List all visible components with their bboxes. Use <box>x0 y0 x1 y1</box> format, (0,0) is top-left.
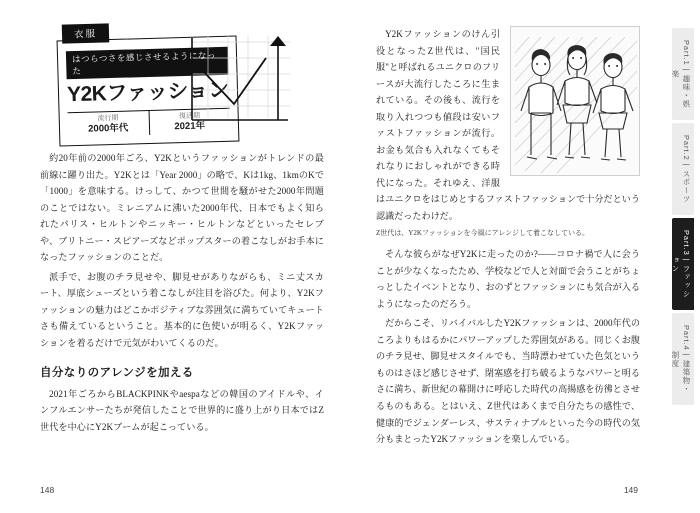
left-paragraph-3: 2021年ごろからBLACKPINKやaespaなどの韓国のアイドルや、インフルエンサーたちが発信したことで世界的に盛り上がり日本ではZ世代を中心にY2Kブームが起こっている。 <box>40 388 324 432</box>
illustration-z-generation <box>510 26 640 176</box>
meta-label-trend: 流行期 <box>97 114 119 123</box>
meta-label-revival: 復活期 <box>178 112 201 121</box>
side-tab-part1[interactable]: Part.1 | 趣味・娯楽 <box>672 28 694 120</box>
meta-value-revival: 2021年 <box>174 120 206 133</box>
side-tab-part4[interactable]: Part.4 | 建築物・制度 <box>672 313 694 405</box>
meta-cell-trend <box>68 111 149 138</box>
side-tab-part3[interactable]: Part.3 | ファッション <box>672 218 694 310</box>
side-tab-index <box>672 28 694 408</box>
left-paragraph-2: 派手で、お腹のチラ見せや、脚見せがありながらも、ミニ丈スカート、厚底シューズという着こなしが注目を浴びた。何より、Y2Kファッションの魅力はどこかポジティブな雰囲気に満ちていてキュートさも備えているということ。基本的に色使いが明るく、Y2Kファッションを着るだけで元気がわいてくるのだ。 <box>40 271 325 349</box>
page-number-right: 149 <box>623 485 638 495</box>
illustration-caption: Z世代は、Y2Kファッションを今風にアレンジして着こなしている。 <box>376 228 589 237</box>
article-kicker: はつらつさを感じさせるようになった <box>66 47 229 80</box>
illustration-svg <box>511 27 640 176</box>
side-tab-part2[interactable]: Part.2 | スポーツ <box>672 123 694 215</box>
right-paragraph-3: だからこそ、リバイバルしたY2Kファッションは、2000年代のころよりもはるかにパワーアップした雰囲気がある。同じくお腹のチラ見せ、脚見せスタイルでも、当時漂わせていた色気というものはさほど感じさせず、閉塞感を打ち破るようなパワーと明るさに満ち、新世紀の幕開けに呼応した時代の高揚感を彷彿とさせるものもある。とはいえ、Z世代はあくまで自分たちの感性で、健康的でジェンダーレス、サスティナブルといった今の時代の気分もまとったY2Kファッションを楽しんでいる。 <box>376 318 640 445</box>
right-paragraph-2: そんな彼らがなぜY2Kに走ったのか?——コロナ禍で人に会うことが少なくなったため、学校などで人と対面で会うことがちょっとしたイベントとなり、おのずとファッションにも気合が入るようになったのだろう。 <box>376 249 640 309</box>
trend-chart-svg <box>182 32 294 128</box>
right-page <box>350 0 700 513</box>
meta-value-trend: 2000年代 <box>88 122 129 135</box>
left-paragraph-1: 約20年前の2000年ごろ、Y2Kというファッションがトレンドの最前線に躍り出た。Y2Kとは「Year 2000」の略で、Kは1kg、1kmのKで「1000」を意味する。けっして、かつて世間を騒がせた2000年問題のことではない。ミレニアムに沸いた2000年代、日本でもよく知られたパリス・ヒルトンやニッキー・ヒルトンなどといったセレブや、ブリトニー・スピアーズなどポップスターの着こなしがお手本になったファッションのことだ。 <box>40 153 324 263</box>
right-paragraph-1: Y2Kファッションのけん引役となったZ世代は、"国民服"と呼ばれるユニクロのフリースが大流行したころに生まれている。その後も、流行を取り入れつつも値段は安いファストファッションが流行。お金も気合も入れなくてもそれなりにおしゃれができる時代になった。それゆえ、洋服はユニクロをはじめとするファストファッションで十分だという認識だったわけだ。 <box>376 29 640 222</box>
page-title: Y2Kファッション <box>66 78 229 107</box>
page-number-left: 148 <box>40 485 55 495</box>
section-subheading: 自分なりのアレンジを加える <box>40 366 194 379</box>
category-tag: 衣服 <box>62 23 110 43</box>
trend-chart <box>182 32 294 128</box>
article-header <box>40 26 324 138</box>
